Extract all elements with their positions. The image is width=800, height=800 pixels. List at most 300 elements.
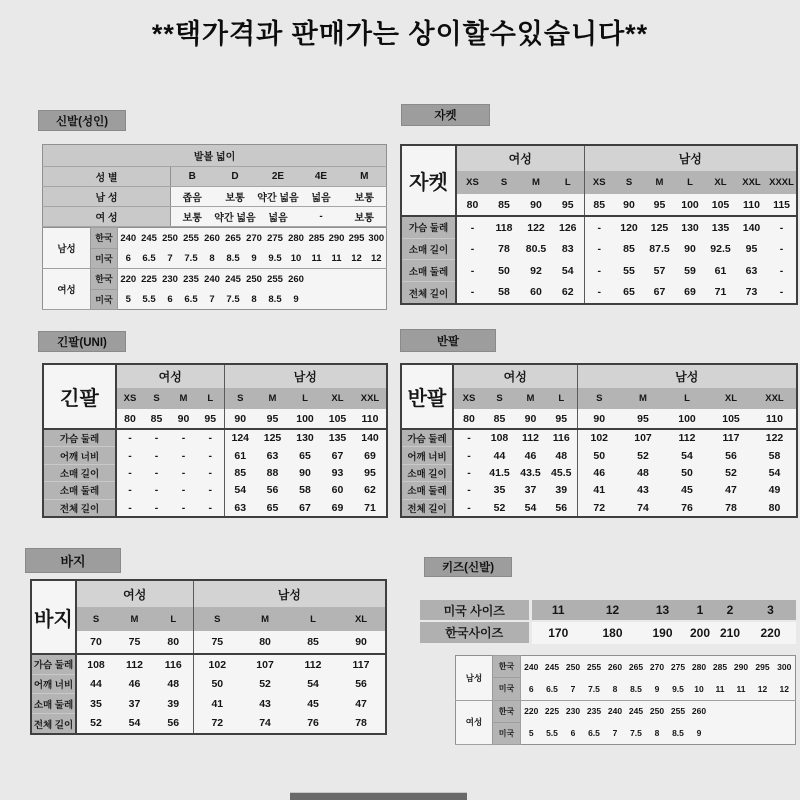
row-label-cell: 미국 사이즈 bbox=[420, 600, 530, 621]
value-cell: 50 bbox=[488, 260, 520, 282]
value-cell: 10 bbox=[689, 678, 710, 700]
value-cell: 48 bbox=[154, 674, 193, 694]
value-cell: 230 bbox=[563, 700, 584, 722]
value-cell bbox=[367, 269, 387, 290]
value-cell: 78 bbox=[337, 714, 386, 734]
row-label-cell: 전체 길이 bbox=[31, 714, 76, 734]
value-cell: 270 bbox=[647, 656, 668, 678]
value-cell: 300 bbox=[774, 656, 796, 678]
value-cell: 290 bbox=[327, 228, 347, 249]
value-cell: 72 bbox=[193, 714, 241, 734]
size-header-cell: S bbox=[577, 388, 621, 409]
value-cell: 112 bbox=[665, 429, 709, 447]
value-cell: 295 bbox=[752, 656, 774, 678]
value-cell: 112 bbox=[289, 654, 337, 674]
value-cell: 280 bbox=[689, 656, 710, 678]
value-cell: 12 bbox=[752, 678, 774, 700]
size-header-cell: 한국 bbox=[91, 269, 118, 290]
value-cell: 95 bbox=[552, 194, 584, 216]
value-cell: 60 bbox=[321, 482, 354, 499]
value-cell: 58 bbox=[289, 482, 321, 499]
value-cell: 225 bbox=[139, 269, 160, 290]
size-header-cell: XS bbox=[456, 171, 488, 194]
value-cell: 46 bbox=[115, 674, 154, 694]
value-cell: 255 bbox=[584, 656, 605, 678]
value-cell: 44 bbox=[76, 674, 115, 694]
value-cell: 95 bbox=[736, 238, 767, 260]
value-cell: 100 bbox=[675, 194, 705, 216]
value-cell: 6 bbox=[563, 722, 584, 744]
value-cell: 11 bbox=[307, 248, 327, 269]
value-cell: 90 bbox=[289, 464, 321, 481]
value-cell: 130 bbox=[675, 216, 705, 238]
value-cell bbox=[347, 289, 367, 310]
group-header-cell: 남성 bbox=[577, 364, 797, 388]
value-cell: 11 bbox=[710, 678, 731, 700]
group-header-cell: 남성 bbox=[224, 364, 387, 388]
value-cell: 6 bbox=[118, 248, 139, 269]
size-header-cell: 미국 bbox=[493, 722, 521, 744]
value-cell: 보통 bbox=[171, 207, 214, 227]
value-cell: 100 bbox=[665, 409, 709, 429]
value-cell: - bbox=[170, 447, 197, 464]
value-cell: 8 bbox=[202, 248, 223, 269]
value-cell: 220 bbox=[521, 700, 542, 722]
value-cell: - bbox=[170, 499, 197, 517]
value-cell: 78 bbox=[488, 238, 520, 260]
value-cell: 63 bbox=[256, 447, 289, 464]
row-label-cell: 소매 둘레 bbox=[43, 482, 116, 499]
value-cell: 225 bbox=[542, 700, 563, 722]
value-cell: 9 bbox=[244, 248, 265, 269]
value-cell: 52 bbox=[621, 447, 665, 464]
value-cell: - bbox=[456, 260, 488, 282]
value-cell bbox=[327, 289, 347, 310]
value-cell: 52 bbox=[484, 499, 515, 517]
section-label-shoes-adult: 신발(성인) bbox=[38, 110, 126, 131]
value-cell: 74 bbox=[621, 499, 665, 517]
size-header-cell: XXL bbox=[354, 388, 387, 409]
value-cell: 48 bbox=[621, 464, 665, 481]
value-cell: 80 bbox=[154, 631, 193, 654]
group-header-cell: 남성 bbox=[584, 145, 797, 171]
size-header-cell: L bbox=[289, 388, 321, 409]
value-cell: 8.5 bbox=[626, 678, 647, 700]
group-header-cell: 남성 bbox=[193, 580, 386, 607]
size-header-cell: M bbox=[170, 388, 197, 409]
value-cell bbox=[307, 289, 327, 310]
value-cell: 115 bbox=[767, 194, 797, 216]
size-header-cell: S bbox=[193, 607, 241, 631]
jacket-size-table bbox=[400, 144, 798, 305]
value-cell: - bbox=[116, 499, 143, 517]
value-cell: 8 bbox=[647, 722, 668, 744]
row-label-cell: 어깨 너비 bbox=[43, 447, 116, 464]
value-cell: - bbox=[767, 216, 797, 238]
row-label-cell: 소매 둘레 bbox=[31, 694, 76, 714]
value-cell: 95 bbox=[621, 409, 665, 429]
value-cell: - bbox=[584, 260, 614, 282]
value-cell: 80 bbox=[116, 409, 143, 429]
value-cell: 9.5 bbox=[668, 678, 689, 700]
size-header-cell: M bbox=[515, 388, 546, 409]
value-cell: 90 bbox=[577, 409, 621, 429]
size-header-cell: 한국 bbox=[493, 700, 521, 722]
value-cell: 41 bbox=[577, 482, 621, 499]
value-cell: 92 bbox=[520, 260, 552, 282]
value-cell: 95 bbox=[644, 194, 675, 216]
value-cell: 95 bbox=[256, 409, 289, 429]
size-header-cell: L bbox=[197, 388, 224, 409]
value-cell: 50 bbox=[577, 447, 621, 464]
size-header-cell: B bbox=[171, 167, 214, 187]
value-cell: 45.5 bbox=[546, 464, 577, 481]
value-cell: 6 bbox=[521, 678, 542, 700]
value-cell: 95 bbox=[354, 464, 387, 481]
value-cell: 45 bbox=[665, 482, 709, 499]
value-cell: - bbox=[143, 429, 170, 447]
value-cell: - bbox=[456, 216, 488, 238]
value-cell: 260 bbox=[605, 656, 626, 678]
value-cell: 72 bbox=[577, 499, 621, 517]
value-cell: 70 bbox=[76, 631, 115, 654]
value-cell: - bbox=[143, 499, 170, 517]
row-label-cell: 가슴 둘레 bbox=[401, 429, 453, 447]
value-cell: 54 bbox=[515, 499, 546, 517]
value-cell: 270 bbox=[244, 228, 265, 249]
value-cell: 8.5 bbox=[265, 289, 286, 310]
size-header-cell: D bbox=[214, 167, 257, 187]
value-cell: 63 bbox=[224, 499, 256, 517]
value-cell: 80 bbox=[453, 409, 484, 429]
size-header-cell: S bbox=[484, 388, 515, 409]
value-cell: 85 bbox=[484, 409, 515, 429]
value-cell: 55 bbox=[614, 260, 644, 282]
section-label-kids-shoes: 키즈(신발) bbox=[424, 557, 512, 577]
value-cell: 8 bbox=[244, 289, 265, 310]
size-header-cell: 11 bbox=[530, 600, 585, 621]
value-cell: 45 bbox=[289, 694, 337, 714]
value-cell bbox=[774, 722, 796, 744]
value-cell: 5 bbox=[521, 722, 542, 744]
value-cell: 140 bbox=[736, 216, 767, 238]
size-header-cell: 2 bbox=[715, 600, 745, 621]
size-header-cell: XXXL bbox=[767, 171, 797, 194]
value-cell: 43.5 bbox=[515, 464, 546, 481]
value-cell: 110 bbox=[753, 409, 797, 429]
value-cell bbox=[327, 269, 347, 290]
value-cell: 46 bbox=[515, 447, 546, 464]
value-cell: - bbox=[453, 499, 484, 517]
value-cell: 85 bbox=[224, 464, 256, 481]
table-title-cell: 자켓 bbox=[401, 145, 456, 216]
value-cell: 69 bbox=[354, 447, 387, 464]
size-header-cell: 한국 bbox=[493, 656, 521, 678]
gender-label-cell: 남성 bbox=[43, 228, 91, 269]
value-cell: 300 bbox=[367, 228, 387, 249]
size-header-cell: 1 bbox=[685, 600, 715, 621]
value-cell: 47 bbox=[337, 694, 386, 714]
value-cell: 220 bbox=[745, 621, 796, 644]
value-cell: - bbox=[170, 464, 197, 481]
value-cell: - bbox=[453, 482, 484, 499]
value-cell: 6.5 bbox=[139, 248, 160, 269]
value-cell bbox=[307, 269, 327, 290]
short-sleeve-size-table bbox=[400, 363, 798, 518]
value-cell: - bbox=[453, 429, 484, 447]
value-cell: 90 bbox=[515, 409, 546, 429]
value-cell: 46 bbox=[577, 464, 621, 481]
value-cell: 보통 bbox=[214, 187, 257, 207]
value-cell: 295 bbox=[347, 228, 367, 249]
value-cell: - bbox=[116, 464, 143, 481]
value-cell: 285 bbox=[710, 656, 731, 678]
row-label-cell: 소매 길이 bbox=[43, 464, 116, 481]
value-cell: 63 bbox=[736, 260, 767, 282]
value-cell: 107 bbox=[621, 429, 665, 447]
value-cell: 65 bbox=[256, 499, 289, 517]
value-cell: 117 bbox=[337, 654, 386, 674]
value-cell: 좁음 bbox=[171, 187, 214, 207]
value-cell: 235 bbox=[584, 700, 605, 722]
value-cell: 220 bbox=[118, 269, 139, 290]
pants-size-table bbox=[30, 579, 387, 735]
value-cell: 78 bbox=[709, 499, 753, 517]
value-cell: 48 bbox=[546, 447, 577, 464]
value-cell: 35 bbox=[484, 482, 515, 499]
size-header-cell: 한국 bbox=[91, 228, 118, 249]
value-cell: - bbox=[116, 447, 143, 464]
size-header-cell: XS bbox=[453, 388, 484, 409]
value-cell: 80 bbox=[753, 499, 797, 517]
value-cell: 105 bbox=[321, 409, 354, 429]
value-cell: 약간 넓음 bbox=[257, 187, 300, 207]
section-label-short-sleeve: 반팔 bbox=[400, 329, 496, 352]
value-cell: 54 bbox=[224, 482, 256, 499]
value-cell: 8.5 bbox=[668, 722, 689, 744]
value-cell: - bbox=[456, 238, 488, 260]
size-header-cell: 13 bbox=[640, 600, 685, 621]
value-cell bbox=[752, 700, 774, 722]
value-cell: 6.5 bbox=[584, 722, 605, 744]
value-cell: 116 bbox=[546, 429, 577, 447]
value-cell: - bbox=[453, 464, 484, 481]
value-cell: 255 bbox=[668, 700, 689, 722]
value-cell: 80.5 bbox=[520, 238, 552, 260]
value-cell: 8.5 bbox=[223, 248, 244, 269]
value-cell: 37 bbox=[515, 482, 546, 499]
value-cell: 58 bbox=[753, 447, 797, 464]
size-header-cell: 미국 bbox=[91, 248, 118, 269]
size-header-cell: 3 bbox=[745, 600, 796, 621]
value-cell: 7.5 bbox=[181, 248, 202, 269]
value-cell bbox=[752, 722, 774, 744]
value-cell: 5.5 bbox=[542, 722, 563, 744]
value-cell: 250 bbox=[160, 228, 181, 249]
value-cell: 50 bbox=[193, 674, 241, 694]
value-cell: 49 bbox=[753, 482, 797, 499]
shoes-size-table bbox=[42, 227, 387, 310]
value-cell: - bbox=[197, 482, 224, 499]
value-cell: - bbox=[197, 464, 224, 481]
value-cell: 88 bbox=[256, 464, 289, 481]
value-cell: 87.5 bbox=[644, 238, 675, 260]
value-cell: 67 bbox=[289, 499, 321, 517]
value-cell: 52 bbox=[709, 464, 753, 481]
row-label-cell: 성 별 bbox=[43, 167, 171, 187]
value-cell: 47 bbox=[709, 482, 753, 499]
size-header-cell: S bbox=[614, 171, 644, 194]
value-cell: 245 bbox=[626, 700, 647, 722]
value-cell: 112 bbox=[515, 429, 546, 447]
value-cell: 39 bbox=[546, 482, 577, 499]
value-cell: 250 bbox=[647, 700, 668, 722]
value-cell: 85 bbox=[584, 194, 614, 216]
value-cell: 90 bbox=[520, 194, 552, 216]
value-cell: 8 bbox=[605, 678, 626, 700]
value-cell: 125 bbox=[256, 429, 289, 447]
group-header-cell: 여성 bbox=[116, 364, 224, 388]
value-cell: 102 bbox=[577, 429, 621, 447]
value-cell: 275 bbox=[265, 228, 286, 249]
value-cell: 90 bbox=[224, 409, 256, 429]
value-cell: 90 bbox=[675, 238, 705, 260]
value-cell: 54 bbox=[753, 464, 797, 481]
value-cell bbox=[347, 269, 367, 290]
value-cell: 75 bbox=[193, 631, 241, 654]
value-cell: 140 bbox=[354, 429, 387, 447]
gender-label-cell: 여성 bbox=[43, 269, 91, 310]
value-cell: 6 bbox=[160, 289, 181, 310]
value-cell: 9 bbox=[286, 289, 307, 310]
value-cell: 95 bbox=[197, 409, 224, 429]
value-cell: 7.5 bbox=[584, 678, 605, 700]
value-cell: 62 bbox=[552, 282, 584, 304]
value-cell: 6.5 bbox=[181, 289, 202, 310]
value-cell: 73 bbox=[736, 282, 767, 304]
value-cell: 260 bbox=[202, 228, 223, 249]
value-cell: 170 bbox=[530, 621, 585, 644]
value-cell: 95 bbox=[546, 409, 577, 429]
value-cell: - bbox=[170, 429, 197, 447]
value-cell: 85 bbox=[289, 631, 337, 654]
value-cell: 280 bbox=[286, 228, 307, 249]
short-sleeve-table-wrap bbox=[400, 363, 796, 518]
value-cell: 56 bbox=[256, 482, 289, 499]
value-cell: 58 bbox=[488, 282, 520, 304]
value-cell: 235 bbox=[181, 269, 202, 290]
value-cell: 135 bbox=[321, 429, 354, 447]
value-cell: 71 bbox=[354, 499, 387, 517]
value-cell: 240 bbox=[521, 656, 542, 678]
value-cell: 56 bbox=[154, 714, 193, 734]
value-cell: - bbox=[143, 464, 170, 481]
value-cell: 200 bbox=[685, 621, 715, 644]
size-header-cell: L bbox=[665, 388, 709, 409]
row-label-cell: 가슴 둘레 bbox=[43, 429, 116, 447]
size-header-cell: S bbox=[76, 607, 115, 631]
value-cell: 230 bbox=[160, 269, 181, 290]
size-header-cell: L bbox=[552, 171, 584, 194]
value-cell: 7 bbox=[605, 722, 626, 744]
value-cell: 105 bbox=[709, 409, 753, 429]
size-header-cell: 4E bbox=[300, 167, 343, 187]
value-cell: 93 bbox=[321, 464, 354, 481]
value-cell: 240 bbox=[118, 228, 139, 249]
value-cell: 67 bbox=[321, 447, 354, 464]
value-cell: - bbox=[584, 282, 614, 304]
value-cell: 122 bbox=[520, 216, 552, 238]
value-cell: 118 bbox=[488, 216, 520, 238]
shoes-width-table-wrap bbox=[42, 144, 386, 227]
size-header-cell: M bbox=[256, 388, 289, 409]
value-cell: - bbox=[116, 429, 143, 447]
row-label-cell: 소매 길이 bbox=[401, 238, 456, 260]
row-label-cell: 가슴 둘레 bbox=[401, 216, 456, 238]
section-label-long-sleeve: 긴팔(UNI) bbox=[38, 331, 126, 352]
value-cell: 7.5 bbox=[223, 289, 244, 310]
value-cell: - bbox=[197, 429, 224, 447]
size-header-cell: S bbox=[143, 388, 170, 409]
row-label-cell: 가슴 둘레 bbox=[31, 654, 76, 674]
size-header-cell: S bbox=[488, 171, 520, 194]
value-cell: - bbox=[170, 482, 197, 499]
value-cell: 92.5 bbox=[705, 238, 736, 260]
value-cell: 80 bbox=[241, 631, 289, 654]
value-cell bbox=[774, 700, 796, 722]
value-cell: 260 bbox=[689, 700, 710, 722]
value-cell: 180 bbox=[585, 621, 640, 644]
table-title-cell: 바지 bbox=[31, 580, 76, 654]
value-cell: 260 bbox=[286, 269, 307, 290]
value-cell: - bbox=[584, 238, 614, 260]
value-cell: 9.5 bbox=[265, 248, 286, 269]
size-header-cell: M bbox=[644, 171, 675, 194]
value-cell: 50 bbox=[665, 464, 709, 481]
value-cell: 76 bbox=[665, 499, 709, 517]
value-cell: 9 bbox=[647, 678, 668, 700]
gender-label-cell: 남성 bbox=[456, 656, 493, 701]
value-cell bbox=[731, 722, 752, 744]
value-cell: 5 bbox=[118, 289, 139, 310]
value-cell: 80 bbox=[456, 194, 488, 216]
size-header-cell: L bbox=[289, 607, 337, 631]
value-cell: 5.5 bbox=[139, 289, 160, 310]
value-cell: 71 bbox=[705, 282, 736, 304]
size-header-cell: M bbox=[343, 167, 387, 187]
value-cell: 65 bbox=[614, 282, 644, 304]
value-cell: 37 bbox=[115, 694, 154, 714]
value-cell: 넓음 bbox=[257, 207, 300, 227]
value-cell: 61 bbox=[705, 260, 736, 282]
value-cell: 85 bbox=[143, 409, 170, 429]
value-cell: 54 bbox=[289, 674, 337, 694]
value-cell: 41 bbox=[193, 694, 241, 714]
value-cell: - bbox=[143, 482, 170, 499]
row-label-cell: 어깨 너비 bbox=[401, 447, 453, 464]
row-label-cell: 전체 길이 bbox=[43, 499, 116, 517]
value-cell: 56 bbox=[546, 499, 577, 517]
value-cell: 약간 넓음 bbox=[214, 207, 257, 227]
adult-shoe-size-table-small bbox=[455, 655, 796, 745]
row-label-cell: 남 성 bbox=[43, 187, 171, 207]
shoes-size-table-wrap bbox=[42, 227, 386, 310]
value-cell: - bbox=[584, 216, 614, 238]
table-title-cell: 긴팔 bbox=[43, 364, 116, 429]
value-cell: 108 bbox=[76, 654, 115, 674]
value-cell: 61 bbox=[224, 447, 256, 464]
value-cell: 12 bbox=[367, 248, 387, 269]
